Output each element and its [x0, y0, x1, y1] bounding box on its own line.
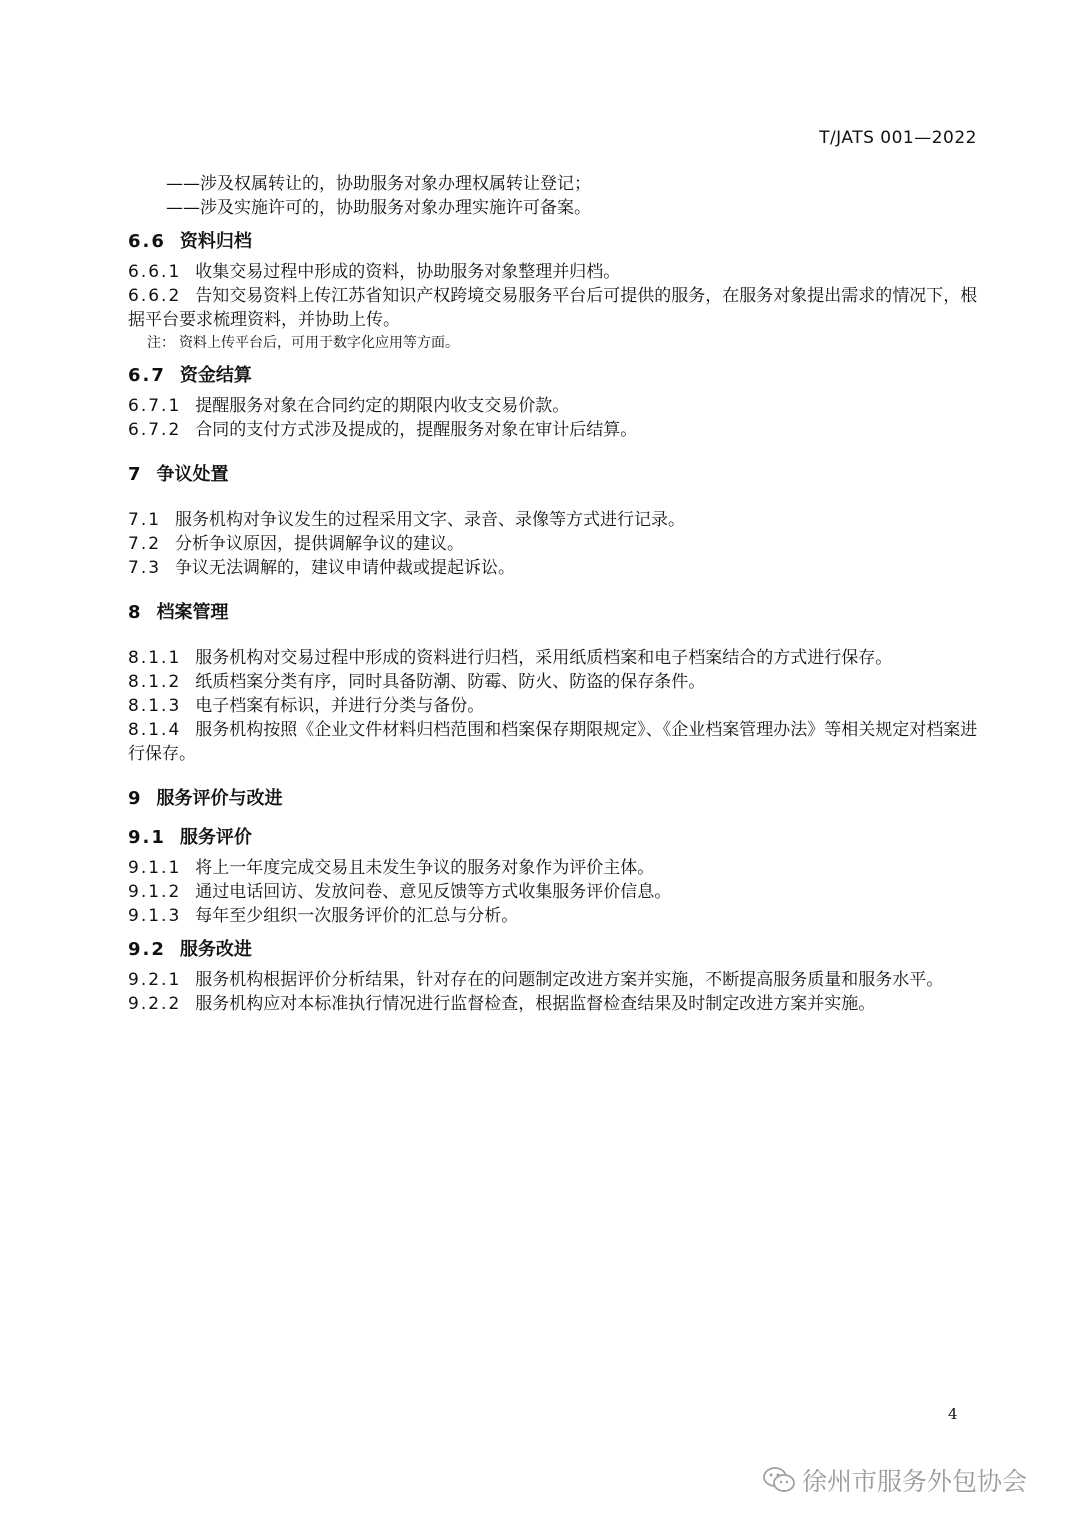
clause-8-1-3 [128, 694, 978, 718]
clause-number: 6.6.2 [128, 286, 182, 306]
section-number: 6.7 [128, 365, 166, 386]
clause-text: 分析争议原因，提供调解争议的建议。 [175, 534, 465, 554]
clause-number: 9.2.2 [128, 994, 182, 1014]
section-heading-9-1 [128, 826, 978, 850]
section-title: 资金结算 [179, 365, 252, 386]
wechat-icon [762, 1465, 796, 1495]
section-number: 9.2 [128, 939, 166, 960]
chapter-heading-7 [128, 463, 978, 487]
clause-number: 6.7.1 [128, 396, 182, 416]
clause-text: 服务机构对争议发生的过程采用文字、录音、录像等方式进行记录。 [175, 510, 686, 530]
clause-number: 9.2.1 [128, 970, 182, 990]
note [128, 332, 978, 354]
chapter-number: 7 [128, 464, 143, 485]
clause-number: 9.1.2 [128, 882, 182, 902]
chapter-heading-9 [128, 787, 978, 811]
watermark-text: 徐州市服务外包协会 [802, 1467, 1028, 1496]
clause-text: 告知交易资料上传江苏省知识产权跨境交易服务平台后可提供的服务，在服务对象提出需求的情况下，根据平台要求梳理资料，并协助上传。 [128, 286, 978, 330]
clause-7-1 [128, 508, 978, 532]
clause-text: 服务机构按照《企业文件材料归档范围和档案保存期限规定》、《企业档案管理办法》等相关规定对档案进行保存。 [128, 720, 978, 764]
clause-7-2 [128, 532, 978, 556]
clause-text: 服务机构应对本标准执行情况进行监督检查，根据监督检查结果及时制定改进方案并实施。 [195, 994, 876, 1014]
clause-number: 6.6.1 [128, 262, 182, 282]
clause-number: 7.3 [128, 558, 162, 578]
clause-text: 电子档案有标识，并进行分类与备份。 [195, 696, 485, 716]
clause-text: 争议无法调解的，建议申请仲裁或提起诉讼。 [175, 558, 516, 578]
page-number: 4 [948, 1405, 958, 1423]
section-heading-6-7 [128, 364, 978, 388]
chapter-title: 争议处置 [156, 464, 229, 485]
clause-text: 服务机构根据评价分析结果，针对存在的问题制定改进方案并实施，不断提高服务质量和服务水平。 [195, 970, 944, 990]
clause-9-1-2 [128, 880, 978, 904]
clause-text: 通过电话回访、发放问卷、意见反馈等方式收集服务评价信息。 [195, 882, 672, 902]
clause-number: 8.1.4 [128, 720, 182, 740]
clause-9-1-3 [128, 904, 978, 928]
clause-number: 9.1.3 [128, 906, 182, 926]
section-heading-9-2 [128, 938, 978, 962]
clause-6-7-1 [128, 394, 978, 418]
clause-9-1-1 [128, 856, 978, 880]
chapter-heading-8 [128, 601, 978, 625]
chapter-title: 档案管理 [156, 602, 229, 623]
section-title: 资料归档 [179, 231, 252, 252]
chapter-number: 9 [128, 788, 143, 809]
chapter-title: 服务评价与改进 [156, 788, 283, 809]
dash-item: ——涉及实施许可的，协助服务对象办理实施许可备案。 [166, 198, 591, 218]
clause-text: 将上一年度完成交易且未发生争议的服务对象作为评价主体。 [195, 858, 655, 878]
clause-text: 纸质档案分类有序，同时具备防潮、防霉、防火、防盗的保存条件。 [195, 672, 706, 692]
chapter-number: 8 [128, 602, 143, 623]
clause-number: 7.2 [128, 534, 162, 554]
document-code: T/JATS 001—2022 [819, 128, 977, 148]
clause-number: 8.1.3 [128, 696, 182, 716]
clause-9-2-2 [128, 992, 978, 1016]
clause-text: 合同的支付方式涉及提成的，提醒服务对象在审计后结算。 [195, 420, 638, 440]
clause-8-1-1 [128, 646, 978, 670]
document-body [128, 172, 978, 1016]
section-heading-6-6 [128, 230, 978, 254]
note-label: 注： [147, 335, 175, 351]
clause-6-7-2 [128, 418, 978, 442]
clause-6-6-1 [128, 260, 978, 284]
clause-number: 8.1.1 [128, 648, 182, 668]
section-title: 服务改进 [179, 939, 252, 960]
watermark [762, 1460, 1027, 1500]
note-text: 资料上传平台后，可用于数字化应用等方面。 [179, 335, 459, 351]
clause-number: 9.1.1 [128, 858, 182, 878]
clause-text: 提醒服务对象在合同约定的期限内收支交易价款。 [195, 396, 570, 416]
clause-6-6-2 [128, 284, 978, 332]
clause-text: 服务机构对交易过程中形成的资料进行归档，采用纸质档案和电子档案结合的方式进行保存。 [195, 648, 893, 668]
clause-text: 收集交易过程中形成的资料，协助服务对象整理并归档。 [195, 262, 621, 282]
section-title: 服务评价 [179, 827, 252, 848]
clause-text: 每年至少组织一次服务评价的汇总与分析。 [195, 906, 519, 926]
dash-item: ——涉及权属转让的，协助服务对象办理权属转让登记； [166, 174, 591, 194]
clause-9-2-1 [128, 968, 978, 992]
clause-7-3 [128, 556, 978, 580]
clause-number: 8.1.2 [128, 672, 182, 692]
section-number: 9.1 [128, 827, 166, 848]
clause-number: 6.7.2 [128, 420, 182, 440]
section-number: 6.6 [128, 231, 166, 252]
clause-8-1-2 [128, 670, 978, 694]
clause-8-1-4 [128, 718, 978, 766]
clause-number: 7.1 [128, 510, 162, 530]
